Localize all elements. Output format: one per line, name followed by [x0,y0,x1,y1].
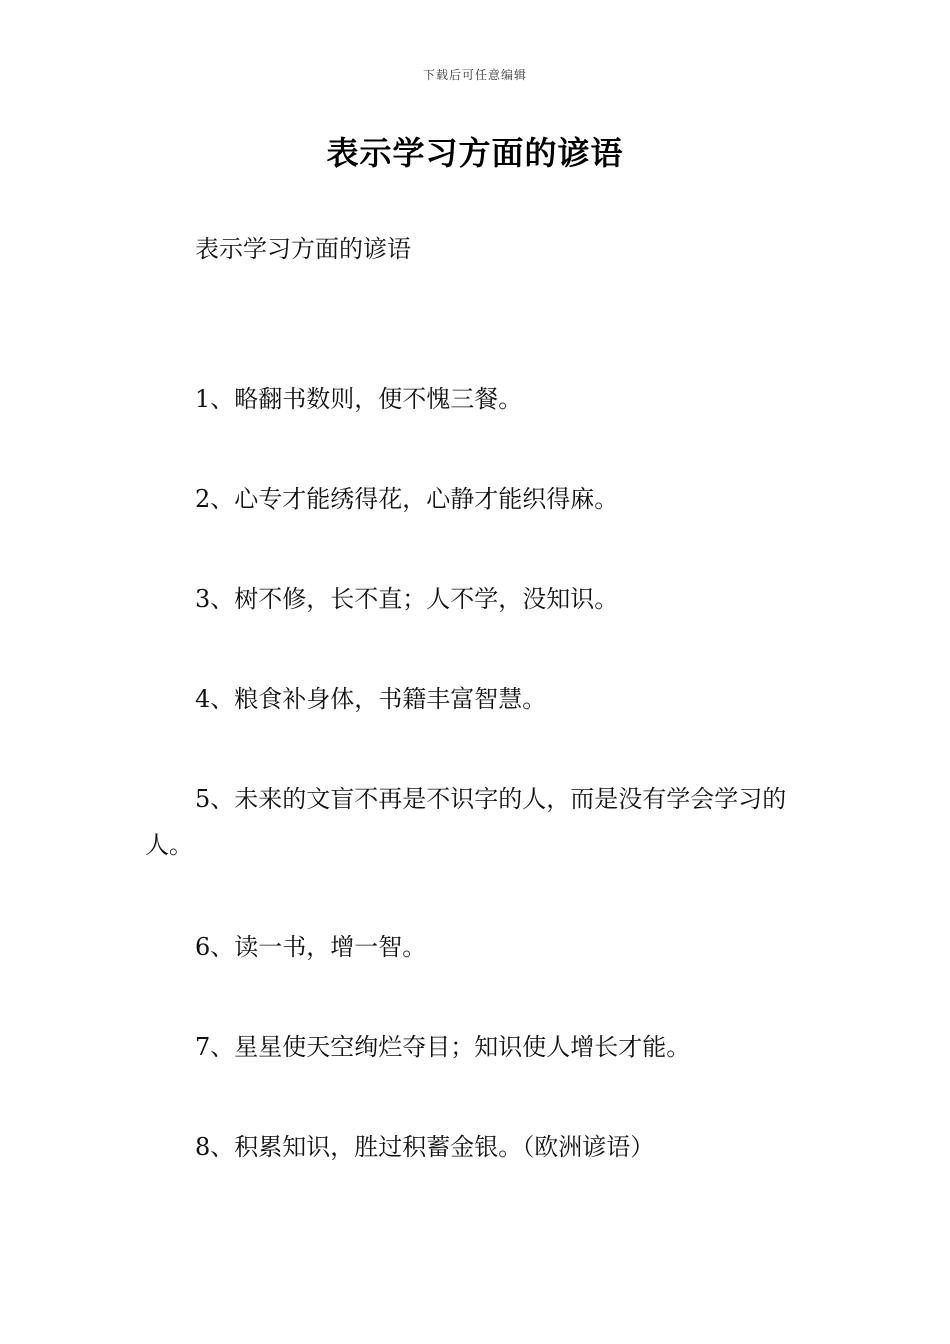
proverb-item: 1、略翻书数则，便不愧三餐。 [195,385,523,413]
proverb-item: 5、未来的文盲不再是不识字的人，而是没有学会学习的人。 [145,785,787,859]
document-subtitle: 表示学习方面的谚语 [195,235,411,263]
proverb-item: 8、积累知识，胜过积蓄金银。（欧洲谚语） [195,1133,655,1161]
proverb-item: 4、粮食补身体，书籍丰富智慧。 [195,685,547,713]
page-title: 表示学习方面的谚语 [326,134,624,172]
proverb-item: 6、读一书，增一智。 [195,933,427,961]
proverb-item: 7、星星使天空绚烂夺目；知识使人增长才能。 [195,1033,691,1061]
proverb-item: 3、树不修，长不直；人不学，没知识。 [195,585,619,613]
header-note: 下载后可任意编辑 [422,68,527,82]
proverb-item: 2、心专才能绣得花，心静才能织得麻。 [195,485,619,513]
